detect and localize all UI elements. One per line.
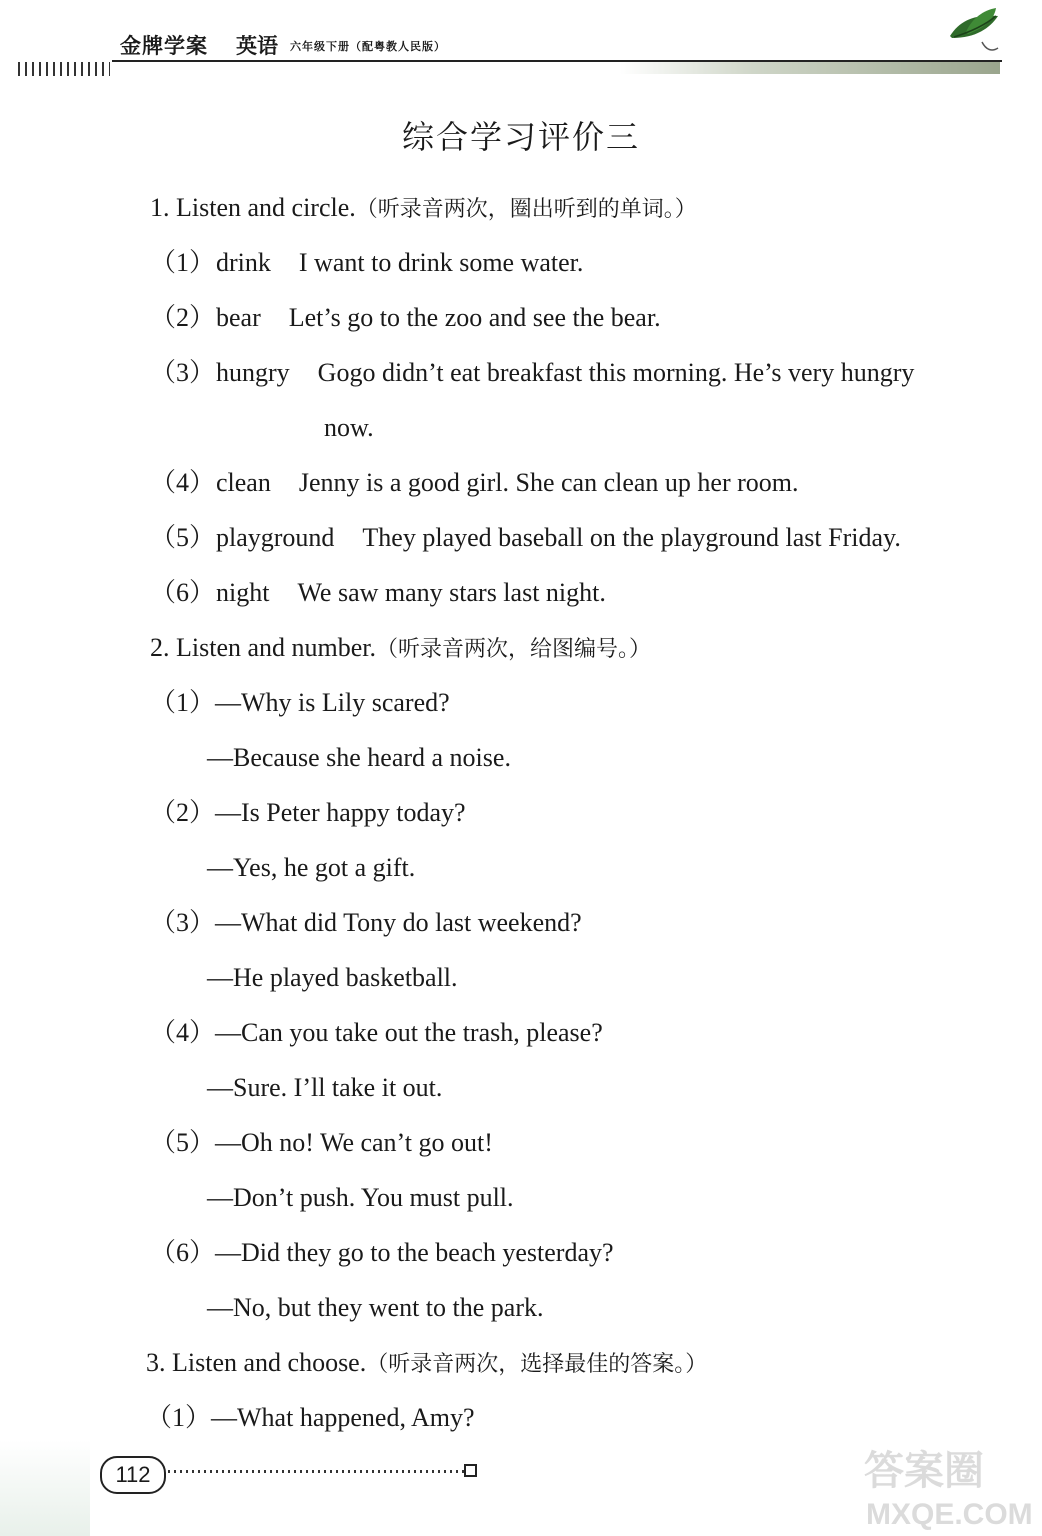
section-3-heading	[146, 1347, 707, 1381]
item-sentence: Gogo didn’t eat breakfast this morning. He’s very hungry	[317, 358, 915, 387]
item-number: （3）	[150, 908, 216, 937]
footer-dotted-rule	[168, 1470, 468, 1473]
item-sentence: They played baseball on the playground last Friday.	[362, 523, 901, 552]
item-number: （5）	[150, 1128, 216, 1157]
list-item	[150, 467, 799, 499]
item-word: drink	[216, 248, 271, 277]
section-2-instruction: （听录音两次，给图编号。）	[376, 637, 652, 662]
watermark-cn: 答案圈	[864, 1448, 984, 1494]
dialogue-question	[146, 1402, 475, 1434]
item-number: （5）	[150, 523, 216, 552]
question-text: —Can you take out the trash, please?	[215, 1018, 603, 1047]
dialogue-answer: —Don’t push. You must pull.	[207, 1183, 514, 1212]
item-number: （2）	[150, 303, 216, 332]
item-word: hungry	[216, 358, 290, 387]
header-tick-marks	[18, 62, 110, 76]
header-subject: 英语	[236, 34, 278, 58]
section-2-heading	[150, 632, 651, 666]
item-word: clean	[216, 468, 271, 497]
dialogue-answer: —Sure. I’ll take it out.	[207, 1073, 443, 1102]
header-gradient-band	[620, 62, 1000, 74]
dialogue-answer: —He played basketball.	[207, 963, 458, 992]
dialogue-question	[150, 797, 466, 829]
item-number: （3）	[150, 358, 216, 387]
list-item	[150, 357, 914, 389]
section-3-instruction: （听录音两次，选择最佳的答案。）	[366, 1352, 708, 1377]
item-sentence: Let’s go to the zoo and see the bear.	[288, 303, 661, 332]
item-sentence: Jenny is a good girl. She can clean up her room.	[298, 468, 799, 497]
item-number: （4）	[150, 468, 216, 497]
section-2-title: 2. Listen and number.	[150, 633, 377, 662]
question-text: —What did Tony do last weekend?	[215, 908, 582, 937]
item-word: playground	[216, 523, 335, 552]
question-text: —What happened, Amy?	[211, 1403, 475, 1432]
item-sentence: We saw many stars last night.	[297, 578, 606, 607]
item-number: （1）	[150, 248, 216, 277]
list-item	[150, 577, 606, 609]
dialogue-question	[150, 1127, 493, 1159]
dialogue-question	[150, 1017, 603, 1049]
footer-decoration	[0, 1440, 90, 1536]
header-brand: 金牌学案	[120, 34, 208, 58]
section-1-title: 1. Listen and circle.	[150, 193, 356, 222]
item-number: （6）	[150, 578, 216, 607]
dialogue-question	[150, 1237, 614, 1269]
watermark-en: MXQE.COM	[866, 1498, 1033, 1530]
item-number: （4）	[150, 1018, 216, 1047]
question-text: —Is Peter happy today?	[215, 798, 466, 827]
page-header	[0, 0, 1042, 80]
list-item	[150, 302, 661, 334]
dialogue-answer: —No, but they went to the park.	[207, 1293, 544, 1322]
question-text: —Did they go to the beach yesterday?	[215, 1238, 614, 1267]
section-3-title: 3. Listen and choose.	[146, 1348, 367, 1377]
item-number: （2）	[150, 798, 216, 827]
item-number: （1）	[150, 688, 216, 717]
footer-square-icon	[464, 1464, 477, 1477]
list-item	[150, 522, 901, 554]
section-1-instruction: （听录音两次，圈出听到的单词。）	[355, 197, 697, 222]
section-1-heading	[150, 192, 697, 226]
page-title: 综合学习评价三	[401, 118, 640, 156]
header-grade: 六年级下册（配粤教人民版）	[290, 41, 446, 53]
item-number: （1）	[146, 1403, 212, 1432]
question-text: —Oh no! We can’t go out!	[215, 1128, 493, 1157]
page-number: 112	[100, 1456, 166, 1494]
dialogue-question	[150, 907, 582, 939]
item-word: night	[216, 578, 270, 607]
watermark-logo	[860, 1440, 1035, 1530]
dialogue-answer: —Because she heard a noise.	[207, 743, 511, 772]
dialogue-answer: —Yes, he got a gift.	[207, 853, 416, 882]
dialogue-question	[150, 687, 450, 719]
item-sentence: I want to drink some water.	[298, 248, 584, 277]
item-sentence-continued: now.	[324, 413, 374, 442]
item-word: bear	[216, 303, 261, 332]
leaf-icon	[946, 6, 1002, 60]
question-text: —Why is Lily scared?	[215, 688, 450, 717]
list-item	[150, 247, 583, 279]
item-number: （6）	[150, 1238, 216, 1267]
